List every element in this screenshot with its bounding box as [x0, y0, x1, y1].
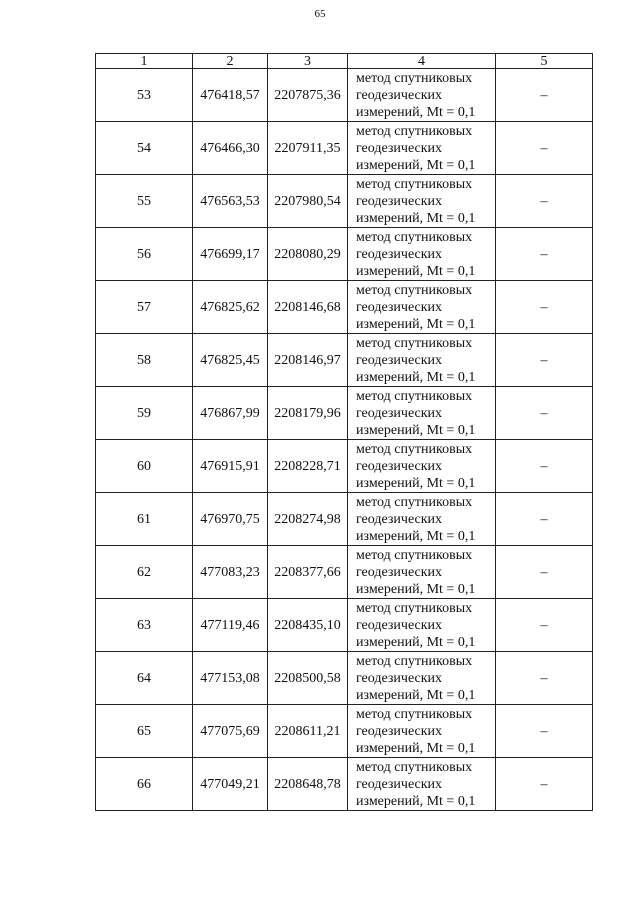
- method-cell: [348, 599, 496, 652]
- method-line: геодезических: [356, 246, 443, 262]
- method-line: геодезических: [356, 670, 443, 686]
- page-number: 65: [314, 8, 326, 20]
- x-coordinate-cell: 476699,17: [193, 228, 268, 281]
- point-number-cell: 57: [96, 281, 193, 334]
- x-coordinate-cell: 477153,08: [193, 652, 268, 705]
- point-number-cell: 53: [96, 69, 193, 122]
- note-cell: –: [496, 652, 593, 705]
- method-line: геодезических: [356, 776, 443, 792]
- method-line: геодезических: [356, 193, 443, 209]
- x-coordinate-cell: 476867,99: [193, 387, 268, 440]
- header-col-3: 3: [268, 54, 348, 69]
- table-row: [96, 334, 593, 387]
- method-line: геодезических: [356, 140, 443, 156]
- method-cell: [348, 334, 496, 387]
- method-cell: [348, 69, 496, 122]
- method-line: измерений, Mt = 0,1: [356, 104, 476, 120]
- header-col-4: 4: [348, 54, 496, 69]
- method-line: измерений, Mt = 0,1: [356, 157, 476, 173]
- point-number-cell: 61: [96, 493, 193, 546]
- y-coordinate-cell: 2208146,97: [268, 334, 348, 387]
- x-coordinate-cell: 476915,91: [193, 440, 268, 493]
- method-line: геодезических: [356, 352, 443, 368]
- y-coordinate-cell: 2208648,78: [268, 758, 348, 811]
- y-coordinate-cell: 2208611,21: [268, 705, 348, 758]
- y-coordinate-cell: 2207980,54: [268, 175, 348, 228]
- table-row: [96, 281, 593, 334]
- point-number-cell: 56: [96, 228, 193, 281]
- table-header: [96, 54, 593, 69]
- y-coordinate-cell: 2207911,35: [268, 122, 348, 175]
- table-row: [96, 493, 593, 546]
- method-cell: [348, 122, 496, 175]
- method-line: метод спутниковых: [356, 70, 473, 86]
- method-line: метод спутниковых: [356, 176, 473, 192]
- method-cell: [348, 758, 496, 811]
- method-line: геодезических: [356, 617, 443, 633]
- note-cell: –: [496, 175, 593, 228]
- method-cell: [348, 440, 496, 493]
- method-line: метод спутниковых: [356, 494, 473, 510]
- coordinates-table: [95, 53, 593, 811]
- method-cell: [348, 228, 496, 281]
- table-row: [96, 705, 593, 758]
- x-coordinate-cell: 476825,45: [193, 334, 268, 387]
- y-coordinate-cell: 2208435,10: [268, 599, 348, 652]
- table-row: [96, 175, 593, 228]
- method-line: измерений, Mt = 0,1: [356, 210, 476, 226]
- table-row: [96, 122, 593, 175]
- method-line: метод спутниковых: [356, 229, 473, 245]
- method-line: измерений, Mt = 0,1: [356, 687, 476, 703]
- point-number-cell: 54: [96, 122, 193, 175]
- method-line: геодезических: [356, 405, 443, 421]
- y-coordinate-cell: 2208274,98: [268, 493, 348, 546]
- point-number-cell: 65: [96, 705, 193, 758]
- x-coordinate-cell: 476563,53: [193, 175, 268, 228]
- note-cell: –: [496, 281, 593, 334]
- method-line: измерений, Mt = 0,1: [356, 316, 476, 332]
- point-number-cell: 66: [96, 758, 193, 811]
- y-coordinate-cell: 2208228,71: [268, 440, 348, 493]
- method-line: метод спутниковых: [356, 282, 473, 298]
- note-cell: –: [496, 334, 593, 387]
- x-coordinate-cell: 477119,46: [193, 599, 268, 652]
- point-number-cell: 63: [96, 599, 193, 652]
- x-coordinate-cell: 476418,57: [193, 69, 268, 122]
- method-line: измерений, Mt = 0,1: [356, 475, 476, 491]
- method-line: измерений, Mt = 0,1: [356, 263, 476, 279]
- table-body: [96, 69, 593, 811]
- table-row: [96, 440, 593, 493]
- y-coordinate-cell: 2208179,96: [268, 387, 348, 440]
- method-line: метод спутниковых: [356, 600, 473, 616]
- table-row: [96, 758, 593, 811]
- table-row: [96, 69, 593, 122]
- note-cell: –: [496, 546, 593, 599]
- x-coordinate-cell: 476970,75: [193, 493, 268, 546]
- method-line: геодезических: [356, 511, 443, 527]
- method-line: измерений, Mt = 0,1: [356, 369, 476, 385]
- method-cell: [348, 175, 496, 228]
- header-col-2: 2: [193, 54, 268, 69]
- method-cell: [348, 546, 496, 599]
- point-number-cell: 58: [96, 334, 193, 387]
- method-line: геодезических: [356, 87, 443, 103]
- note-cell: –: [496, 440, 593, 493]
- y-coordinate-cell: 2207875,36: [268, 69, 348, 122]
- point-number-cell: 64: [96, 652, 193, 705]
- method-line: метод спутниковых: [356, 123, 473, 139]
- x-coordinate-cell: 477049,21: [193, 758, 268, 811]
- method-line: измерений, Mt = 0,1: [356, 634, 476, 650]
- header-row: [96, 54, 593, 69]
- y-coordinate-cell: 2208080,29: [268, 228, 348, 281]
- header-col-1: 1: [96, 54, 193, 69]
- method-line: метод спутниковых: [356, 547, 473, 563]
- method-line: метод спутниковых: [356, 388, 473, 404]
- y-coordinate-cell: 2208500,58: [268, 652, 348, 705]
- method-line: геодезических: [356, 723, 443, 739]
- method-line: геодезических: [356, 299, 443, 315]
- method-line: измерений, Mt = 0,1: [356, 581, 476, 597]
- header-col-5: 5: [496, 54, 593, 69]
- note-cell: –: [496, 69, 593, 122]
- y-coordinate-cell: 2208377,66: [268, 546, 348, 599]
- note-cell: –: [496, 122, 593, 175]
- table-row: [96, 599, 593, 652]
- method-line: измерений, Mt = 0,1: [356, 740, 476, 756]
- method-cell: [348, 652, 496, 705]
- method-line: метод спутниковых: [356, 335, 473, 351]
- method-line: геодезических: [356, 564, 443, 580]
- table-row: [96, 387, 593, 440]
- table-row: [96, 652, 593, 705]
- method-line: метод спутниковых: [356, 653, 473, 669]
- y-coordinate-cell: 2208146,68: [268, 281, 348, 334]
- method-line: метод спутниковых: [356, 759, 473, 775]
- method-cell: [348, 387, 496, 440]
- x-coordinate-cell: 476466,30: [193, 122, 268, 175]
- note-cell: –: [496, 758, 593, 811]
- note-cell: –: [496, 493, 593, 546]
- table-row: [96, 546, 593, 599]
- note-cell: –: [496, 599, 593, 652]
- point-number-cell: 62: [96, 546, 193, 599]
- method-line: измерений, Mt = 0,1: [356, 793, 476, 809]
- method-line: измерений, Mt = 0,1: [356, 528, 476, 544]
- point-number-cell: 60: [96, 440, 193, 493]
- point-number-cell: 55: [96, 175, 193, 228]
- method-cell: [348, 705, 496, 758]
- method-line: измерений, Mt = 0,1: [356, 422, 476, 438]
- x-coordinate-cell: 477075,69: [193, 705, 268, 758]
- note-cell: –: [496, 228, 593, 281]
- x-coordinate-cell: 476825,62: [193, 281, 268, 334]
- method-line: метод спутниковых: [356, 441, 473, 457]
- note-cell: –: [496, 705, 593, 758]
- table-row: [96, 228, 593, 281]
- note-cell: –: [496, 387, 593, 440]
- method-line: метод спутниковых: [356, 706, 473, 722]
- x-coordinate-cell: 477083,23: [193, 546, 268, 599]
- method-line: геодезических: [356, 458, 443, 474]
- method-cell: [348, 493, 496, 546]
- point-number-cell: 59: [96, 387, 193, 440]
- method-cell: [348, 281, 496, 334]
